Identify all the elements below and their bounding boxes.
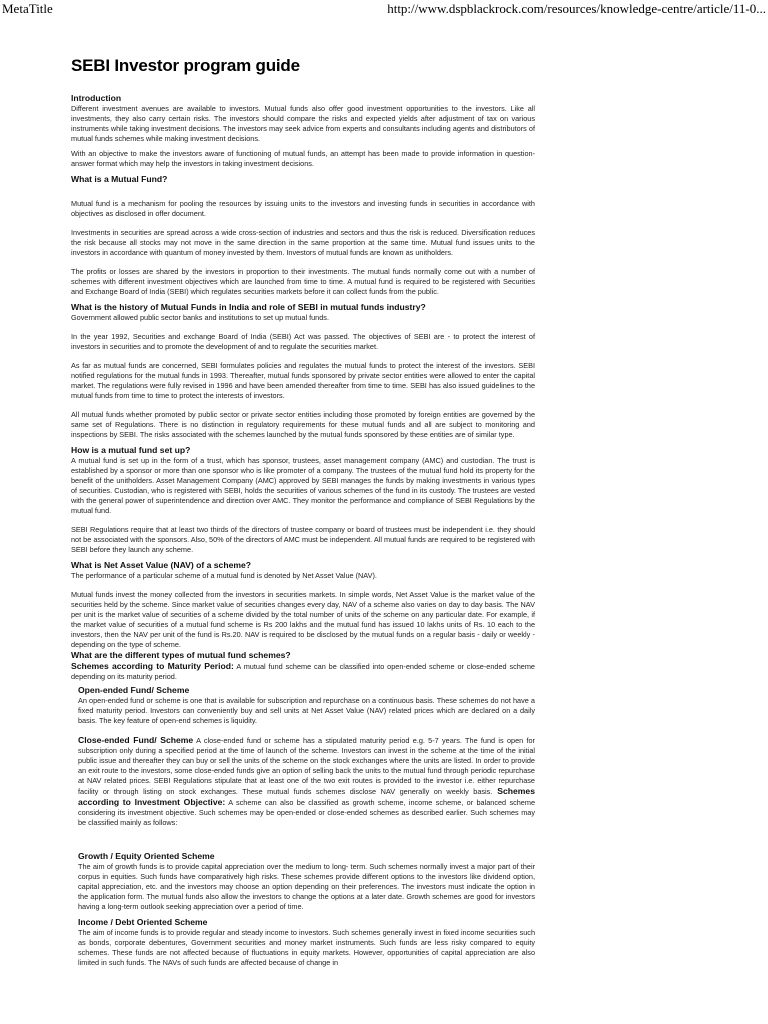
paragraph: The profits or losses are shared by the investors in proportion to their investments. The mutual funds normally come out with a number of schemes with different investment objectives which are launched from time to time. A mutual fund is required to be registered with Securities and Exchange Board of India (SEBI) which regulates securities markets before it can collect funds from the public. (71, 267, 535, 296)
subheading-growth-scheme: Growth / Equity Oriented Scheme (78, 851, 215, 861)
section-heading-what-is-mutual-fund: What is a Mutual Fund? (71, 174, 168, 184)
paragraph: In the year 1992, Securities and exchange Board of India (SEBI) Act was passed. The objectives of SEBI are - to protect the interest of investors in securities and to promote the development of and to regulate the securities market. (71, 332, 535, 351)
paragraph: Mutual funds invest the money collected from the investors in securities markets. In simple words, Net Asset Value is the market value of the securities held by the scheme. Since market value of securities changes every day, NAV of a scheme also varies on day to day basis. The NAV per unit is the market value of securities of a scheme divided by the total number of units of the scheme on any particular date. For example, if the market value of securities of a mutual fund scheme is Rs 200 lakhs and the mutual fund has issued 10 lakhs units of Rs. 10 each to the investors, then the NAV per unit of the fund is Rs.20. NAV is required to be disclosed by the mutual funds on a regular basis - daily or weekly - depending on the type of scheme. (71, 590, 535, 649)
paragraph: Investments in securities are spread across a wide cross-section of industries and sectors and thus the risk is reduced. Diversification reduces the risk because all stocks may not move in the same direction in the same proportion at the same time. Mutual fund issues units to the investors in accordance with quantum of money invested by them. Investors of mutual funds are known as unitholders. (71, 228, 535, 257)
section-heading-history: What is the history of Mutual Funds in India and role of SEBI in mutual funds industry? (71, 302, 426, 312)
paragraph: As far as mutual funds are concerned, SEBI formulates policies and regulates the mutual funds to protect the interest of the investors. SEBI notified regulations for the mutual funds in 1993. Thereafter, mutual funds sponsored by private sector entities were allowed to enter the capital market. The regulations were fully revised in 1996 and have been amended thereafter from time to time. SEBI has also issued guidelines to the mutual funds from time to time to protect the interests of investors. (71, 361, 535, 400)
section-heading-introduction: Introduction (71, 93, 122, 103)
open-ended-section (71, 685, 535, 968)
section-heading-setup: How is a mutual fund set up? (71, 445, 191, 455)
maturity-text: A mutual fund scheme can be classified into open-ended scheme or close-ended scheme depending on its maturity period. (71, 662, 535, 681)
paragraph: The aim of growth funds is to provide capital appreciation over the medium to long- term. Such schemes normally invest a major part of their corpus in equities. Such funds have comparatively high risks. These schemes provide different options to the investors like dividend option, capital appreciation, etc. and the investors may choose an option depending on their preferences. The investors must indicate the option in the application form. The mutual funds also allow the investors to change the options at a later date. Growth schemes are good for investors having a long-term outlook seeking appreciation over a period of time. (78, 862, 535, 911)
meta-title: MetaTitle (2, 1, 53, 16)
document-title: SEBI Investor program guide (71, 56, 300, 75)
paragraph: A mutual fund is set up in the form of a trust, which has sponsor, trustees, asset management company (AMC) and custodian. The trust is established by a sponsor or more than one sponsor who is like promoter of a company. The trustees of the mutual fund hold its property for the benefit of the unitholders. Asset Management Company (AMC) approved by SEBI manages the funds by making investments in various types of securities. Custodian, who is registered with SEBI, holds the securities of various schemes of the fund in its custody. The trustees are vested with the general power of superintendence and direction over AMC. They monitor the performance and compliance of SEBI Regulations by the mutual fund. (71, 456, 535, 515)
subheading-investment-objective: Schemes according to Investment Objective: (78, 786, 535, 807)
paragraph-close-ended (78, 735, 535, 828)
paragraph: With an objective to make the investors aware of functioning of mutual funds, an attempt has been made to provide information in question-answer format which may help the investors in taking investment decisions. (71, 149, 535, 168)
page-header (0, 0, 768, 20)
paragraph: The aim of income funds is to provide regular and steady income to investors. Such schemes generally invest in fixed income securities such as bonds, corporate debentures, Government securities and money market instruments. Such funds are less risky compared to equity schemes. These funds are not affected because of fluctuations in equity markets. However, opportunities of capital appreciation are also limited in such funds. The NAVs of such funds are affected because of change in (78, 928, 535, 967)
document-body (71, 56, 535, 968)
section-heading-nav: What is Net Asset Value (NAV) of a scheme? (71, 560, 252, 570)
paragraph: All mutual funds whether promoted by public sector or private sector entities including those promoted by foreign entities are governed by the same set of Regulations. There is no distinction in regulatory requirements for these mutual funds and all are subject to monitoring and inspections by SEBI. The risks associated with the schemes launched by the mutual funds sponsored by these entities are of similar type. (71, 410, 535, 439)
paragraph: Mutual fund is a mechanism for pooling the resources by issuing units to the investors and investing funds in securities in accordance with objectives as disclosed in offer document. (71, 199, 535, 218)
paragraph: An open-ended fund or scheme is one that is available for subscription and repurchase on a continuous basis. These schemes do not have a fixed maturity period. Investors can conveniently buy and sell units at Net Asset Value (NAV) related prices which are declared on a daily basis. The key feature of open-end schemes is liquidity. (78, 696, 535, 725)
paragraph: Government allowed public sector banks and institutions to set up mutual funds. (71, 313, 329, 322)
subheading-close-ended: Close-ended Fund/ Scheme (78, 735, 194, 745)
objective-text: A scheme can also be classified as growth scheme, income scheme, or balanced scheme considering its investment objective. Such schemes may be open-ended or close-ended schemes as described earlier. Such schemes may be classified mainly as follows: (78, 798, 536, 827)
subheading-open-ended: Open-ended Fund/ Scheme (78, 685, 190, 695)
subheading-maturity-period: Schemes according to Maturity Period: (71, 661, 234, 671)
source-url: http://www.dspblackrock.com/resources/knowledge-centre/article/11-0... (387, 1, 766, 16)
subheading-income-scheme: Income / Debt Oriented Scheme (78, 917, 208, 927)
close-ended-text: A close-ended fund or scheme has a stipulated maturity period e.g. 5-7 years. The fund is open for subscription only during a specified period at the time of launch of the scheme. Investors can invest in the scheme at the time of the initial public issue and thereafter they can buy or sell the units of the scheme on the stock exchanges where the units are listed. In order to provide an exit route to the investors, some close-ended funds give an option of selling back the units to the mutual fund through periodic repurchase at NAV related prices. SEBI Regulations stipulate that at least one of the two exit routes is provided to the investor i.e. either repurchase facility or through listing on stock exchanges. These mutual funds schemes disclose NAV generally on weekly basis. (78, 736, 535, 796)
paragraph: The performance of a particular scheme of a mutual fund is denoted by Net Asset Value (NAV). (71, 571, 377, 580)
section-heading-scheme-types: What are the different types of mutual fund schemes? (71, 650, 291, 660)
paragraph: Different investment avenues are available to investors. Mutual funds also offer good investment opportunities to the investors. Like all investments, they also carry certain risks. The investors should compare the risks and expected yields after adjustment of tax on various instruments while taking investment decisions. The investors may seek advice from experts and consultants including agents and distributors of mutual funds schemes while making investment decisions. (71, 104, 535, 143)
paragraph: SEBI Regulations require that at least two thirds of the directors of trustee company or board of trustees must be independent i.e. they should not be associated with the sponsors. Also, 50% of the directors of AMC must be independent. All mutual funds are required to be registered with SEBI before they launch any scheme. (71, 525, 535, 554)
paragraph-maturity (71, 661, 535, 682)
